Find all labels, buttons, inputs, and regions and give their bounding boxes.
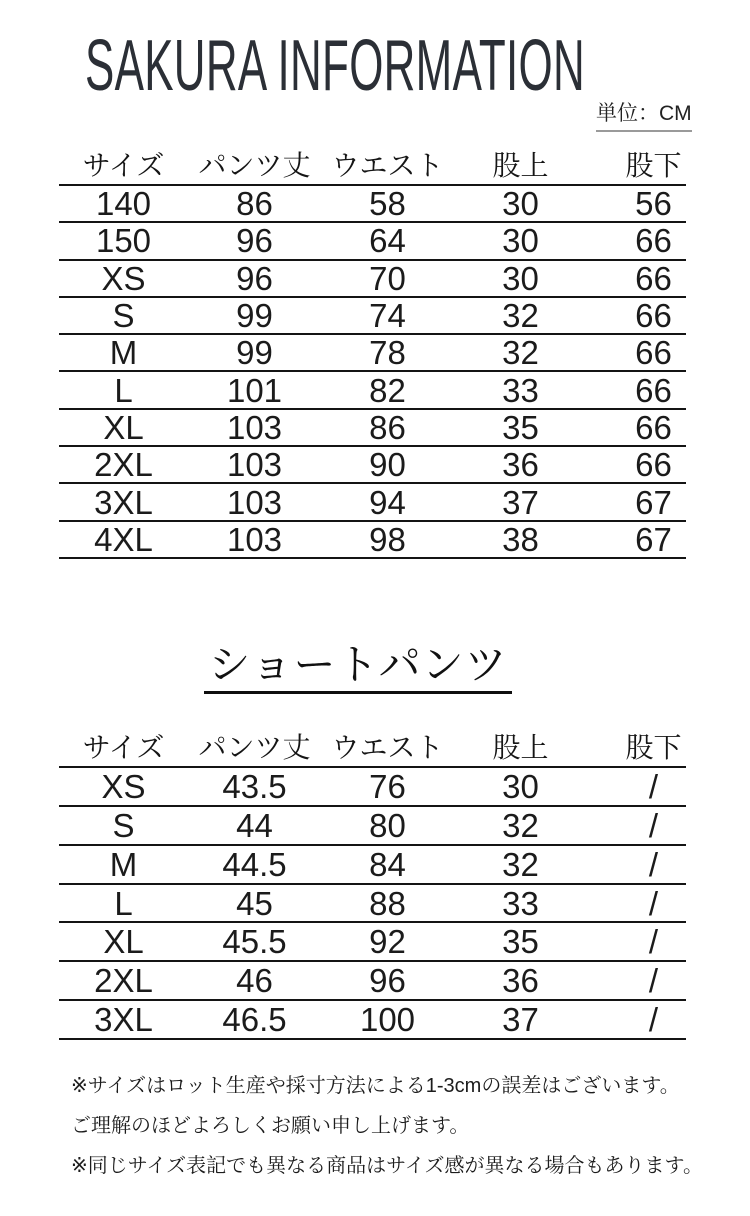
table-cell: 32 bbox=[502, 334, 539, 372]
table-row bbox=[59, 298, 686, 335]
table-cell: 4XL bbox=[94, 520, 153, 558]
table-cell: 99 bbox=[236, 334, 273, 372]
column-header-size: サイズ bbox=[82, 150, 165, 181]
table-cell: 46 bbox=[236, 962, 273, 1000]
table-cell: 33 bbox=[502, 884, 539, 922]
table-cell: 103 bbox=[226, 446, 283, 484]
section-title-text: ショートパンツ bbox=[204, 644, 511, 694]
table-cell: 30 bbox=[502, 767, 539, 805]
table-cell: 92 bbox=[369, 923, 406, 961]
table-row bbox=[59, 186, 686, 223]
short-pants-table-body bbox=[59, 768, 686, 1040]
table-cell: / bbox=[648, 1001, 659, 1039]
table-row bbox=[59, 962, 686, 1001]
table-row bbox=[59, 768, 686, 807]
table-row bbox=[59, 447, 686, 484]
table-cell: 67 bbox=[635, 483, 672, 521]
table-cell: 66 bbox=[635, 222, 672, 260]
table-cell: 37 bbox=[502, 483, 539, 521]
table-cell: 86 bbox=[369, 408, 406, 446]
page-title: SAKURA INFORMATION bbox=[85, 26, 586, 106]
column-header-rise: 股上 bbox=[492, 731, 549, 763]
footnote-size-tolerance: ※サイズはロット生産や採寸方法による1-3cmの誤差はございます。 bbox=[71, 1075, 680, 1097]
table-row bbox=[59, 410, 686, 447]
table-row bbox=[59, 522, 686, 559]
table-cell: 33 bbox=[502, 371, 539, 409]
section-title-short-pants bbox=[0, 641, 716, 694]
table-cell: 96 bbox=[236, 222, 273, 260]
table-cell: 90 bbox=[369, 446, 406, 484]
table-cell: 96 bbox=[236, 259, 273, 297]
table-cell: 30 bbox=[502, 185, 539, 223]
table-cell: 36 bbox=[502, 446, 539, 484]
table-cell: / bbox=[648, 884, 659, 922]
unit-label: 単位：CM bbox=[596, 97, 692, 132]
table-cell: 44 bbox=[236, 806, 273, 844]
table-cell: / bbox=[648, 767, 659, 805]
table-cell: XS bbox=[101, 767, 146, 805]
column-header-inseam: 股下 bbox=[625, 150, 682, 181]
table-cell: 103 bbox=[226, 520, 283, 558]
column-header-pants-length: パンツ丈 bbox=[198, 731, 311, 763]
table-cell: 80 bbox=[369, 806, 406, 844]
table-row bbox=[59, 335, 686, 372]
table-cell: 78 bbox=[369, 334, 406, 372]
footnotes bbox=[71, 1075, 711, 1195]
table-cell: 30 bbox=[502, 259, 539, 297]
column-header-waist: ウエスト bbox=[331, 150, 444, 181]
table-cell: 44.5 bbox=[222, 845, 287, 883]
table-cell: L bbox=[114, 884, 133, 922]
table-cell: 101 bbox=[226, 371, 283, 409]
table-cell: 64 bbox=[369, 222, 406, 260]
table-cell: 35 bbox=[502, 923, 539, 961]
table-cell: 38 bbox=[502, 520, 539, 558]
table-cell: 43.5 bbox=[222, 767, 287, 805]
table-cell: XS bbox=[101, 259, 146, 297]
table-cell: M bbox=[109, 334, 138, 372]
long-pants-size-table bbox=[59, 148, 686, 559]
table-row bbox=[59, 885, 686, 924]
table-cell: / bbox=[648, 923, 659, 961]
column-header-inseam: 股下 bbox=[625, 731, 682, 763]
table-cell: 66 bbox=[635, 297, 672, 335]
table-row bbox=[59, 923, 686, 962]
table-cell: 46.5 bbox=[222, 1001, 287, 1039]
table-cell: 140 bbox=[95, 185, 152, 223]
table-cell: 35 bbox=[502, 408, 539, 446]
table-cell: 99 bbox=[236, 297, 273, 335]
table-cell: 150 bbox=[95, 222, 152, 260]
table-cell: 98 bbox=[369, 520, 406, 558]
table-cell: 36 bbox=[502, 962, 539, 1000]
table-cell: 94 bbox=[369, 483, 406, 521]
table-cell: M bbox=[109, 845, 138, 883]
table-cell: 100 bbox=[359, 1001, 416, 1039]
table-cell: 82 bbox=[369, 371, 406, 409]
table-cell: 3XL bbox=[94, 1001, 153, 1039]
table-row bbox=[59, 372, 686, 409]
table-cell: 66 bbox=[635, 446, 672, 484]
table-cell: 30 bbox=[502, 222, 539, 260]
table-cell: 84 bbox=[369, 845, 406, 883]
column-header-pants-length: パンツ丈 bbox=[198, 150, 311, 181]
column-header-rise: 股上 bbox=[492, 150, 549, 181]
table-cell: 88 bbox=[369, 884, 406, 922]
table-cell: 2XL bbox=[94, 446, 153, 484]
table-cell: 58 bbox=[369, 185, 406, 223]
table-cell: 103 bbox=[226, 408, 283, 446]
short-pants-size-table bbox=[59, 729, 686, 1040]
table-cell: 76 bbox=[369, 767, 406, 805]
table-cell: / bbox=[648, 845, 659, 883]
table-row bbox=[59, 807, 686, 846]
table-cell: 32 bbox=[502, 845, 539, 883]
table-header-row bbox=[59, 729, 686, 768]
table-cell: 66 bbox=[635, 259, 672, 297]
column-header-size: サイズ bbox=[82, 731, 165, 763]
table-cell: 32 bbox=[502, 806, 539, 844]
table-header-row bbox=[59, 148, 686, 186]
table-cell: XL bbox=[103, 408, 144, 446]
table-cell: S bbox=[112, 297, 135, 335]
table-cell: / bbox=[648, 806, 659, 844]
table-cell: 56 bbox=[635, 185, 672, 223]
table-row bbox=[59, 484, 686, 521]
table-cell: 70 bbox=[369, 259, 406, 297]
column-header-waist: ウエスト bbox=[331, 731, 444, 763]
table-cell: 96 bbox=[369, 962, 406, 1000]
table-cell: 67 bbox=[635, 520, 672, 558]
table-cell: S bbox=[112, 806, 135, 844]
table-cell: 2XL bbox=[94, 962, 153, 1000]
table-cell: 66 bbox=[635, 371, 672, 409]
table-cell: L bbox=[114, 371, 133, 409]
table-cell: 74 bbox=[369, 297, 406, 335]
table-cell: 32 bbox=[502, 297, 539, 335]
table-row bbox=[59, 1001, 686, 1040]
footnote-understanding: ご理解のほどよろしくお願い申し上げます。 bbox=[71, 1115, 470, 1137]
table-row bbox=[59, 846, 686, 885]
table-cell: 3XL bbox=[94, 483, 153, 521]
table-cell: 45 bbox=[236, 884, 273, 922]
table-cell: / bbox=[648, 962, 659, 1000]
long-pants-table-body bbox=[59, 186, 686, 559]
table-cell: 66 bbox=[635, 334, 672, 372]
table-cell: 37 bbox=[502, 1001, 539, 1039]
footnote-size-variation: ※同じサイズ表記でも異なる商品はサイズ感が異なる場合もあります。 bbox=[71, 1155, 703, 1177]
table-cell: 86 bbox=[236, 185, 273, 223]
table-cell: 66 bbox=[635, 408, 672, 446]
table-row bbox=[59, 223, 686, 260]
table-row bbox=[59, 261, 686, 298]
table-cell: 45.5 bbox=[222, 923, 287, 961]
table-cell: XL bbox=[103, 923, 144, 961]
table-cell: 103 bbox=[226, 483, 283, 521]
